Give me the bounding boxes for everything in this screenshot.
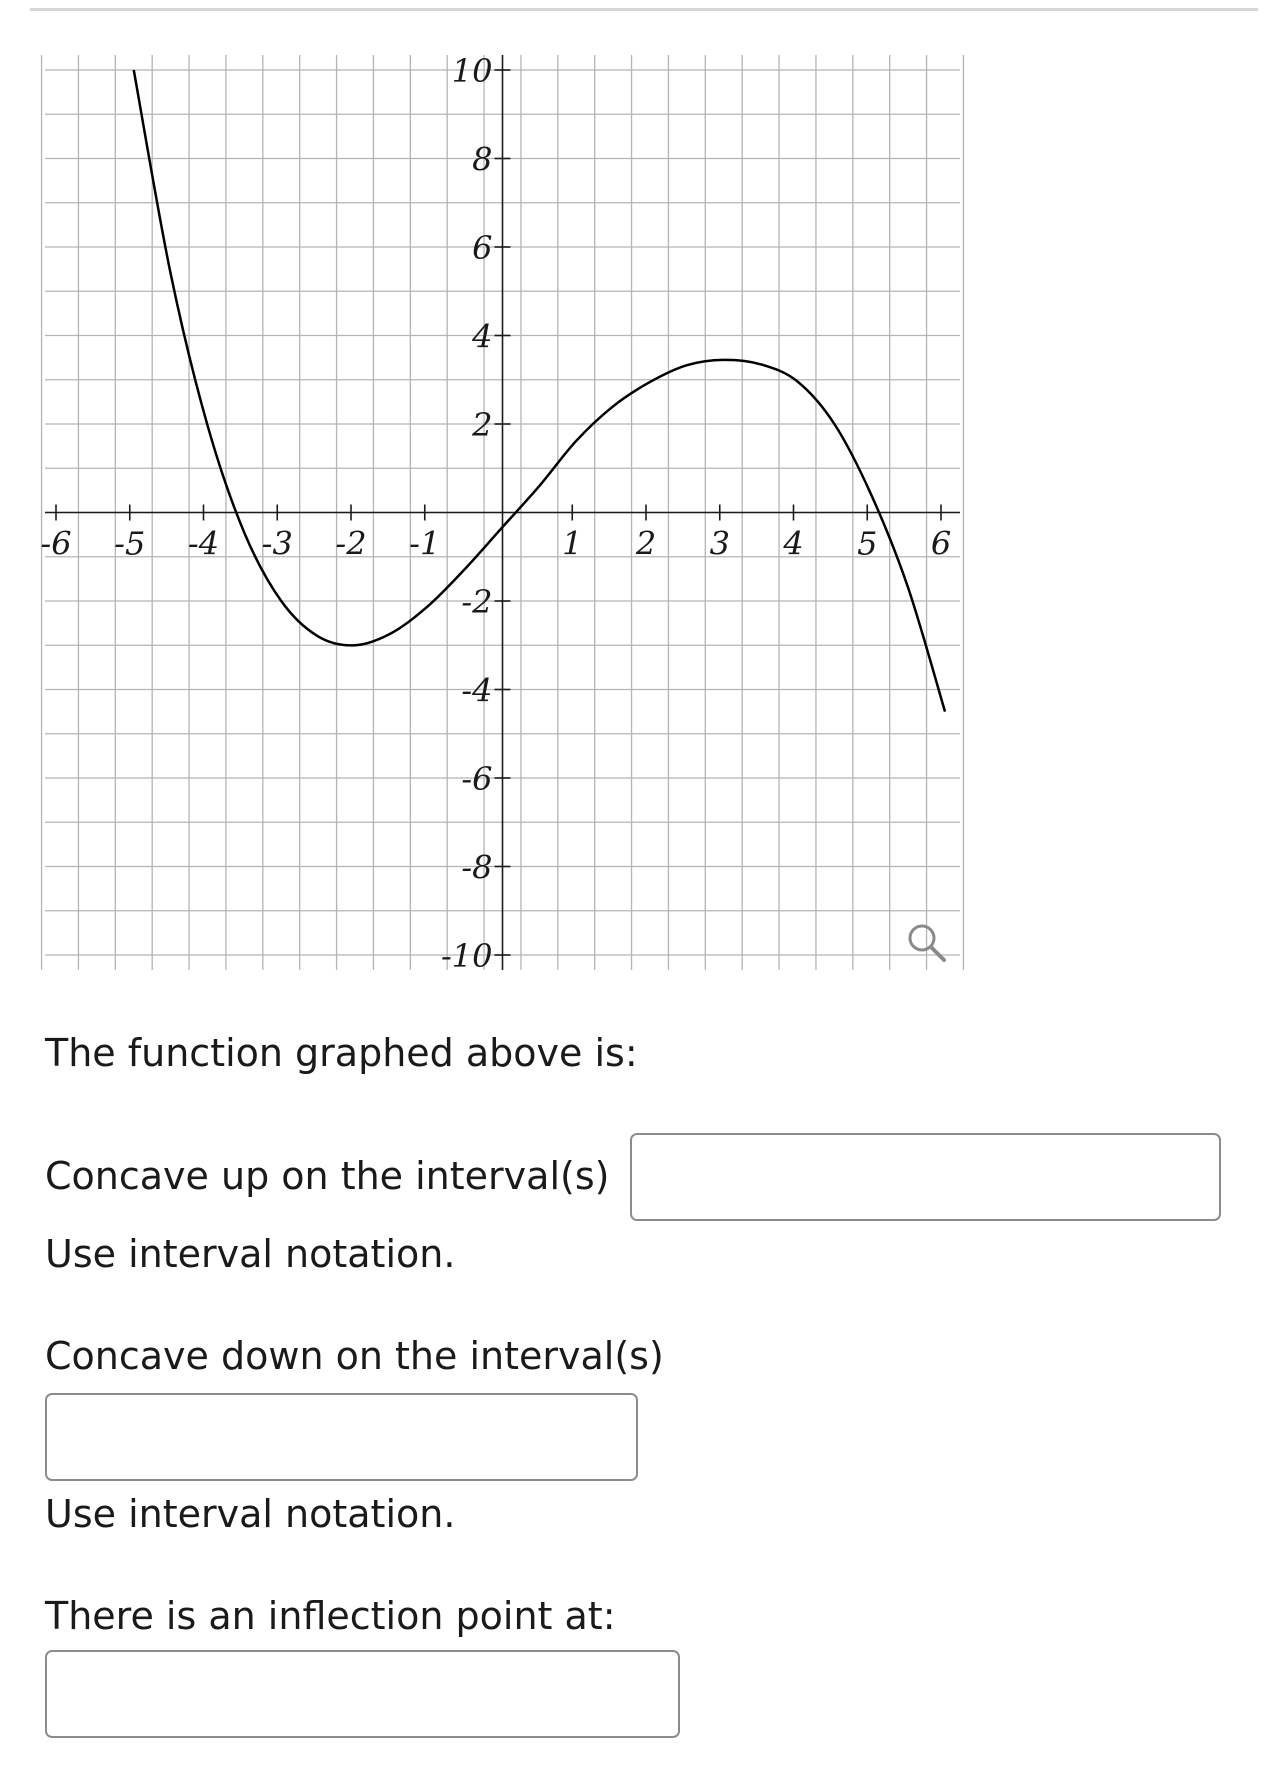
y-tick-label: 6 <box>472 229 493 267</box>
concave-up-label: Concave up on the interval(s) <box>45 1154 610 1198</box>
y-tick-label: -10 <box>440 937 493 975</box>
x-tick-label: -4 <box>187 524 220 563</box>
concave-down-answer-box[interactable] <box>45 1393 638 1481</box>
y-tick-label: -2 <box>461 583 493 621</box>
y-tick-label: 8 <box>472 140 493 179</box>
function-curve <box>134 70 945 712</box>
inflection-label: There is an inflection point at: <box>45 1594 616 1638</box>
x-tick-label: -1 <box>409 524 441 563</box>
x-tick-label: -2 <box>335 524 367 563</box>
y-tick-label: 4 <box>472 317 493 356</box>
x-tick-label: -5 <box>114 524 146 563</box>
x-tick-label: 5 <box>857 524 878 563</box>
y-tick-label: -6 <box>461 760 493 798</box>
x-tick-label: 3 <box>709 524 730 563</box>
y-tick-label: -4 <box>461 671 493 710</box>
y-tick-label: 2 <box>472 406 493 444</box>
concave-up-input[interactable] <box>632 1135 1219 1219</box>
concave-down-label: Concave down on the interval(s) <box>45 1334 664 1378</box>
inflection-answer-box[interactable] <box>45 1650 680 1738</box>
concave-up-hint: Use interval notation. <box>45 1232 456 1276</box>
x-tick-label: -6 <box>40 524 72 563</box>
axes <box>45 55 960 970</box>
x-tick-label: 6 <box>930 524 952 563</box>
y-tick-label: -8 <box>461 848 493 887</box>
tick-labels <box>40 52 951 975</box>
concave-down-input[interactable] <box>47 1395 636 1479</box>
inflection-input[interactable] <box>47 1652 678 1736</box>
concave-down-hint: Use interval notation. <box>45 1492 456 1536</box>
x-tick-label: 1 <box>562 524 583 563</box>
x-tick-label: 2 <box>635 524 657 563</box>
x-tick-label: -3 <box>261 524 293 563</box>
concave-up-answer-box[interactable] <box>630 1133 1221 1221</box>
x-tick-label: 4 <box>783 524 804 563</box>
y-tick-label: 10 <box>451 52 493 90</box>
question-intro: The function graphed above is: <box>45 1031 638 1075</box>
